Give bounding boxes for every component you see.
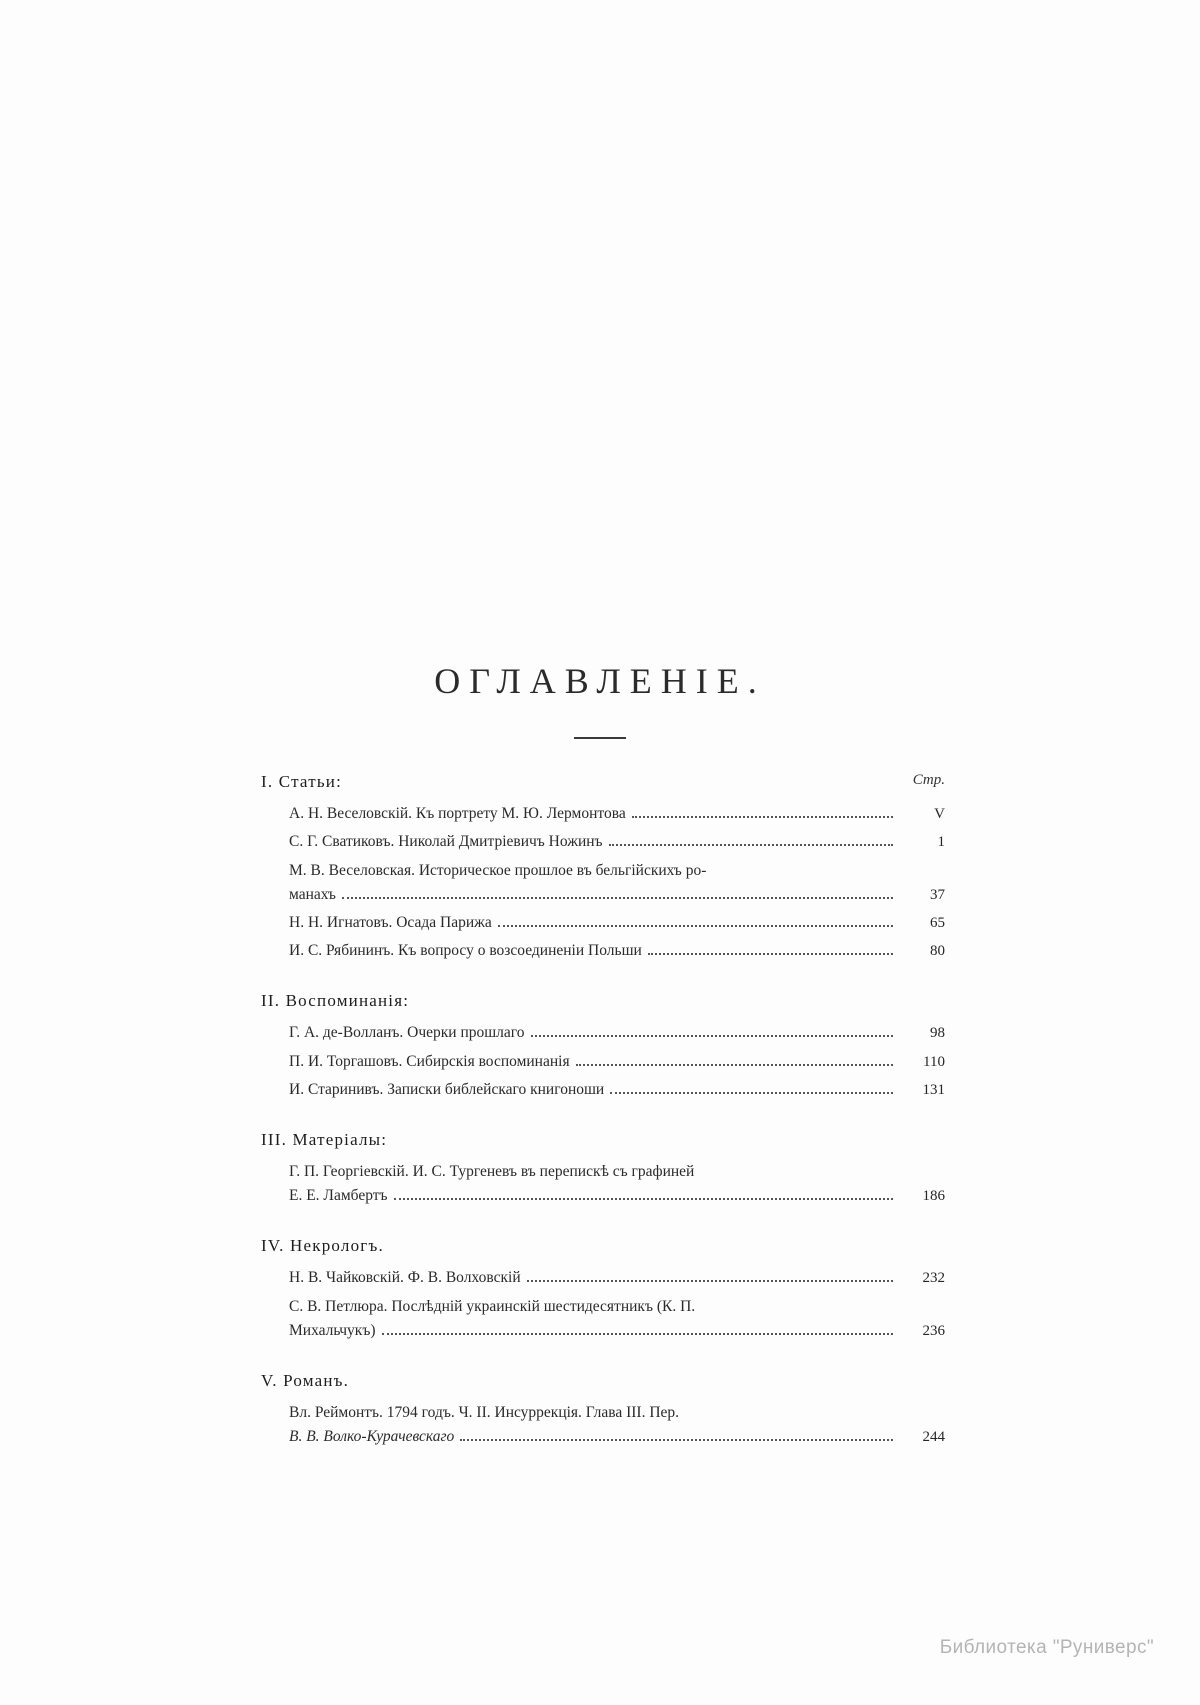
toc-entry-continuation: Е. Е. Ламбертъ xyxy=(289,1187,388,1205)
toc-entry-page: 244 xyxy=(922,1428,945,1445)
toc-entry-continuation: В. В. Волко-Курачевскаго xyxy=(289,1427,455,1445)
toc-entry-text: Н. Н. Игнатовъ. Осада Парижа xyxy=(289,913,492,931)
section-heading: V. Романъ. xyxy=(261,1370,350,1390)
toc-entry-page: 37 xyxy=(930,886,945,903)
toc-entry[interactable] xyxy=(255,911,945,935)
toc-entry-text: Н. В. Чайковскій. Ф. В. Волховскій xyxy=(289,1269,521,1287)
toc-entry-text: С. В. Петлюра. Послѣдній украинскій шестидесятникъ (К. П. xyxy=(289,1297,696,1315)
toc-section xyxy=(255,1236,945,1343)
toc-entry[interactable] xyxy=(255,1266,945,1290)
toc-entry[interactable] xyxy=(255,1401,945,1449)
toc-entry-text: М. В. Веселовская. Историческое прошлое въ бельгійскихъ ро- xyxy=(289,861,707,879)
toc-section xyxy=(255,991,945,1102)
dot-leader xyxy=(382,1333,893,1335)
toc-entry-text: И. Старинивъ. Записки библейскаго книгоноши xyxy=(289,1080,605,1098)
divider-rule xyxy=(574,737,626,739)
table-of-contents xyxy=(255,772,945,1449)
dot-leader xyxy=(460,1439,893,1441)
toc-entry-page: 131 xyxy=(922,1081,945,1098)
dot-leader xyxy=(527,1280,893,1282)
dot-leader xyxy=(531,1035,893,1037)
library-watermark: Библиотека "Руниверс" xyxy=(939,1637,1154,1658)
toc-entry-text: Вл. Реймонтъ. 1794 годъ. Ч. II. Инсуррекція. Глава III. Пер. xyxy=(289,1403,680,1421)
page-column-header: Стр. xyxy=(912,772,945,789)
toc-entry[interactable] xyxy=(255,830,945,854)
toc-entry-continuation: манахъ xyxy=(289,885,336,903)
dot-leader xyxy=(498,925,893,927)
toc-entry[interactable] xyxy=(255,859,945,907)
toc-entry-continuation: Михальчукъ) xyxy=(289,1321,376,1339)
toc-entry-page: 110 xyxy=(923,1053,945,1070)
toc-entry-page: 236 xyxy=(922,1322,945,1339)
toc-entry-text: П. И. Торгашовъ. Сибирскія воспоминанія xyxy=(289,1052,570,1070)
toc-entry[interactable] xyxy=(255,1160,945,1208)
toc-entry[interactable] xyxy=(255,1050,945,1074)
toc-entry-page: 65 xyxy=(930,914,945,931)
section-heading: IV. Некрологъ. xyxy=(261,1236,384,1256)
toc-entry-page: 98 xyxy=(930,1025,945,1042)
toc-entry-page: 232 xyxy=(922,1270,945,1287)
dot-leader xyxy=(648,953,893,955)
toc-section xyxy=(255,772,945,963)
section-heading: I. Статьи: xyxy=(261,772,343,792)
toc-entry[interactable] xyxy=(255,939,945,963)
toc-entry-text: И. С. Рябининъ. Къ вопросу о возсоединеніи Польши xyxy=(289,942,642,960)
dot-leader xyxy=(609,844,893,846)
toc-entry-text: Г. А. де-Волланъ. Очерки прошлаго xyxy=(289,1024,525,1042)
dot-leader xyxy=(610,1092,893,1094)
toc-entry-text: Г. П. Георгіевскій. И. С. Тургеневъ въ перепискѣ съ графиней xyxy=(289,1163,695,1181)
toc-entry[interactable] xyxy=(255,1295,945,1343)
toc-entry-page: V xyxy=(934,806,945,823)
dot-leader xyxy=(342,897,893,899)
toc-entry-page: 80 xyxy=(930,943,945,960)
toc-entry[interactable] xyxy=(255,1021,945,1045)
section-heading: II. Воспоминанія: xyxy=(261,991,410,1011)
toc-entry[interactable] xyxy=(255,802,945,826)
dot-leader xyxy=(632,816,893,818)
toc-entry[interactable] xyxy=(255,1078,945,1102)
toc-entry-text: С. Г. Сватиковъ. Николай Дмитріевичъ Ножинъ xyxy=(289,833,603,851)
page-title: ОГЛАВЛЕНІЕ. xyxy=(434,661,766,701)
dot-leader xyxy=(394,1198,893,1200)
title-divider xyxy=(0,726,1200,744)
toc-entry-text: А. Н. Веселовскій. Къ портрету М. Ю. Лермонтова xyxy=(289,805,626,823)
toc-entry-page: 186 xyxy=(922,1188,945,1205)
toc-entry-page: 1 xyxy=(937,834,945,851)
toc-section xyxy=(255,1130,945,1208)
toc-section xyxy=(255,1371,945,1449)
dot-leader xyxy=(576,1064,893,1066)
section-heading: III. Матеріалы: xyxy=(261,1130,388,1150)
